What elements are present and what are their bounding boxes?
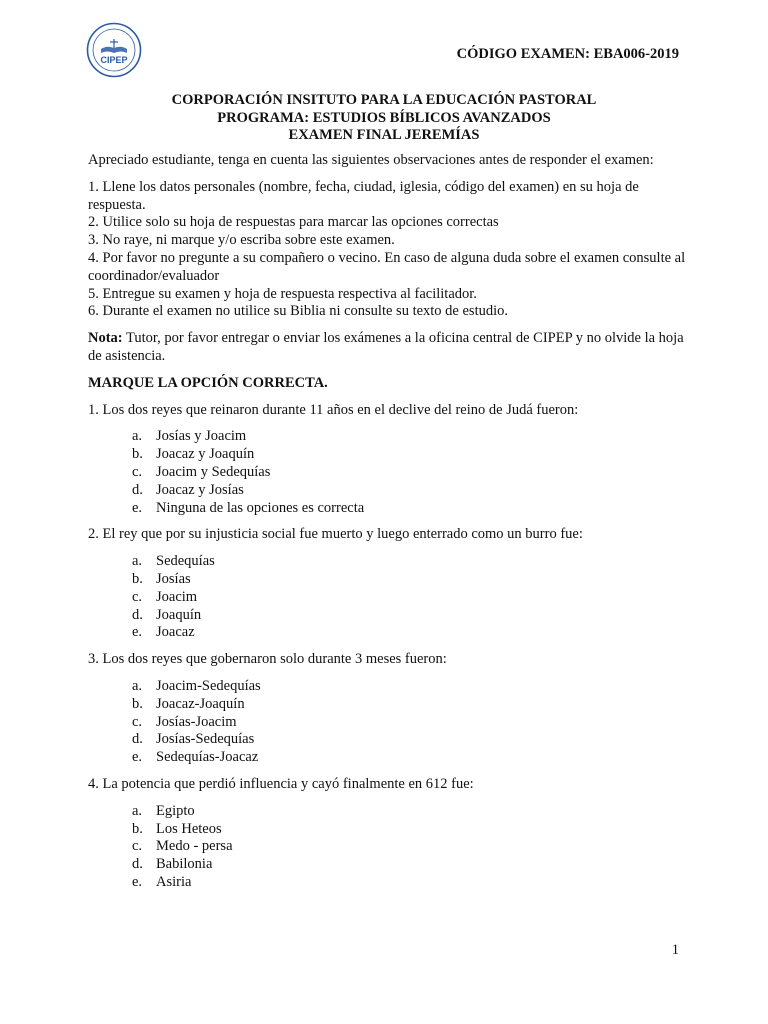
option-letter: a.: [132, 428, 143, 445]
institution-title: CORPORACIÓN INSITUTO PARA LA EDUCACIÓN PASTORAL: [171, 92, 597, 108]
logo-text: CIPEP: [100, 55, 128, 65]
option-letter: e.: [132, 499, 143, 516]
option-letter: b.: [132, 446, 143, 463]
note-text: Tutor, por favor entregar o enviar los exámenes a la oficina central de CIPEP y no olvide la hoja de asistencia.: [88, 330, 684, 364]
cipep-logo: [86, 22, 142, 78]
question-1: 1. Los dos reyes que reinaron durante 11 años en el declive del reino de Judá fueron:: [88, 401, 579, 418]
option-text: Los Heteos: [156, 820, 222, 837]
instructions-list: [88, 179, 688, 321]
option-letter: d.: [132, 606, 143, 623]
option-text: Joacaz: [156, 624, 195, 641]
options-list: [88, 678, 688, 767]
option-item: [132, 874, 688, 892]
option-text: Josías: [156, 570, 191, 587]
option-letter: c.: [132, 838, 143, 855]
option-letter: c.: [132, 463, 143, 480]
option-item: [132, 749, 688, 767]
option-item: [132, 856, 688, 874]
option-text: Joacaz y Joaquín: [156, 446, 255, 463]
option-item: [132, 696, 688, 714]
instruction-item: 3. No raye, ni marque y/o escriba sobre este examen.: [88, 232, 395, 249]
program-title: PROGRAMA: ESTUDIOS BÍBLICOS AVANZADOS: [217, 109, 551, 126]
option-letter: d.: [132, 856, 143, 873]
option-text: Joacim y Sedequías: [156, 463, 271, 480]
option-text: Joacaz y Josías: [156, 481, 244, 498]
option-item: [132, 731, 688, 749]
option-item: [132, 714, 688, 732]
note-paragraph: [88, 330, 688, 366]
option-text: Joaquín: [156, 606, 202, 623]
instruction-item: 5. Entregue su examen y hoja de respuesta respectiva al facilitador.: [88, 285, 477, 302]
question-4: 4. La potencia que perdió influencia y cayó finalmente en 612 fue:: [88, 775, 474, 792]
option-item: [132, 500, 688, 518]
option-letter: c.: [132, 713, 143, 730]
option-item: [132, 624, 688, 642]
options-list: [88, 428, 688, 517]
title-block: [0, 92, 768, 145]
option-letter: a.: [132, 802, 143, 819]
questions: [88, 402, 688, 892]
option-letter: b.: [132, 695, 143, 712]
option-letter: e.: [132, 624, 143, 641]
option-item: [132, 678, 688, 696]
option-letter: e.: [132, 873, 143, 890]
intro-text: Apreciado estudiante, tenga en cuenta las siguientes observaciones antes de responder el examen:: [88, 152, 654, 168]
option-text: Josías y Joacim: [156, 428, 247, 445]
option-text: Sedequías: [156, 553, 215, 570]
option-item: [132, 803, 688, 821]
option-text: Asiria: [156, 873, 192, 890]
option-item: [132, 821, 688, 839]
option-text: Josías-Joacim: [156, 713, 237, 730]
document-body: [88, 152, 688, 901]
note-label: Nota:: [88, 330, 123, 347]
option-text: Joacim-Sedequías: [156, 677, 261, 694]
instruction-item: 1. Llene los datos personales (nombre, fecha, ciudad, iglesia, código del examen) en su hoja de respuesta.: [88, 178, 639, 213]
option-item: [132, 571, 688, 589]
options-list: [88, 553, 688, 642]
question-3: 3. Los dos reyes que gobernaron solo durante 3 meses fueron:: [88, 651, 447, 668]
instruction-item: 6. Durante el examen no utilice su Biblia ni consulte su texto de estudio.: [88, 303, 509, 320]
option-item: [132, 589, 688, 607]
instruction-item: 2. Utilice solo su hoja de respuestas para marcar las opciones correctas: [88, 214, 499, 231]
exam-title: EXAMEN FINAL JEREMÍAS: [288, 127, 480, 143]
option-item: [132, 838, 688, 856]
option-letter: a.: [132, 553, 143, 570]
option-text: Ninguna de las opciones es correcta: [156, 499, 365, 516]
instruction-item: 4. Por favor no pregunte a su compañero o vecino. En caso de alguna duda sobre el examen consulte al coordinador/evaluador: [88, 249, 686, 284]
option-text: Babilonia: [156, 856, 213, 873]
option-item: [132, 482, 688, 500]
option-letter: a.: [132, 677, 143, 694]
option-item: [132, 607, 688, 625]
options-list: [88, 803, 688, 892]
option-item: [132, 428, 688, 446]
option-letter: d.: [132, 731, 143, 748]
question-2: 2. El rey que por su injusticia social fue muerto y luego enterrado como un burro fue:: [88, 526, 583, 543]
option-letter: d.: [132, 481, 143, 498]
option-letter: e.: [132, 749, 143, 766]
option-letter: c.: [132, 588, 143, 605]
section-heading: MARQUE LA OPCIÓN CORRECTA.: [88, 374, 328, 391]
exam-code: CÓDIGO EXAMEN: EBA006-2019: [456, 46, 679, 62]
page-number: 1: [671, 942, 679, 958]
option-text: Joacim: [156, 588, 198, 605]
option-item: [132, 446, 688, 464]
option-letter: b.: [132, 820, 143, 837]
option-item: [132, 553, 688, 571]
option-text: Josías-Sedequías: [156, 731, 255, 748]
option-text: Sedequías-Joacaz: [156, 749, 259, 766]
option-item: [132, 464, 688, 482]
option-text: Medo - persa: [156, 838, 233, 855]
option-letter: b.: [132, 570, 143, 587]
option-text: Egipto: [156, 802, 195, 819]
option-text: Joacaz-Joaquín: [156, 695, 245, 712]
